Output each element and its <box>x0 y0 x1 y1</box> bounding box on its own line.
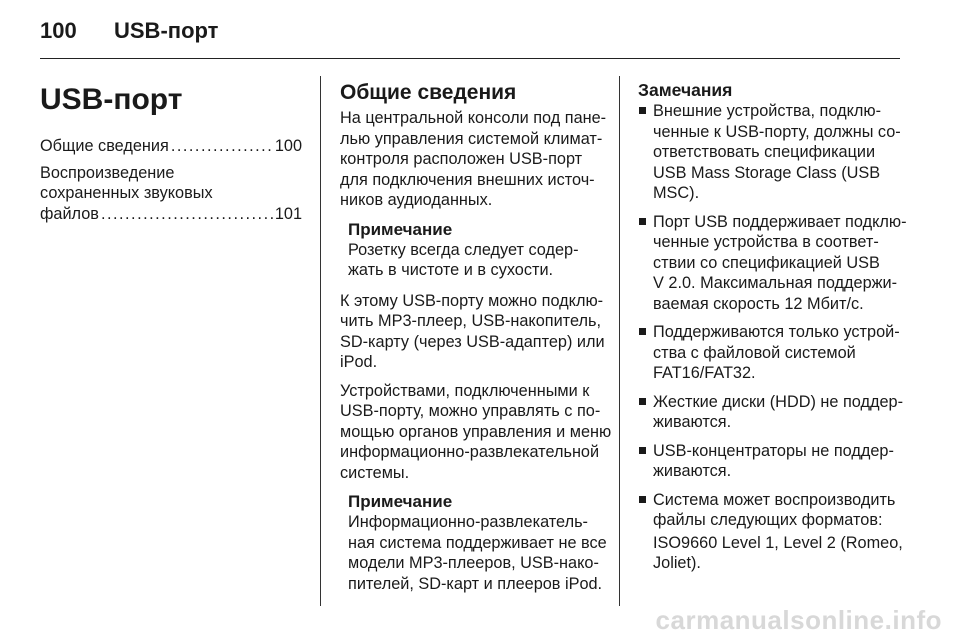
paragraph: На центральной консоли под пане- лью управления системой климат- контроля расположен USB-порт для подключения внешних источ- ников аудиоданных. <box>340 109 607 209</box>
paragraph: К этому USB-порту можно подклю- чить MP3-плеер, USB-накопитель, SD-карту (через USB-адаптер) или iPod. <box>340 291 605 371</box>
section-title: USB-порт <box>114 18 219 43</box>
section-heading: Общие сведения <box>340 81 517 104</box>
page-number: 100 <box>40 18 77 43</box>
toc-entry-page: 101 <box>274 204 302 223</box>
note-title: Примечание <box>348 219 453 239</box>
toc-entry-label: сохраненных звуковых <box>40 184 213 202</box>
toc-entry-page: 100 <box>274 137 302 155</box>
remarks-column <box>638 78 907 574</box>
supported-formats: ISO9660 Level 1, Level 2 (Romeo, Joliet). <box>653 533 903 572</box>
note-box: Примечание Информационно-развлекатель- ная система поддерживает не все модели MP3-плееров, USB-нако- пителей, SD-карт и плееров iPod. <box>348 492 607 593</box>
header-rule <box>40 58 900 59</box>
toc-column <box>40 78 302 228</box>
watermark: carmanualsonline.info <box>655 605 942 635</box>
list-item: Внешние устройства, подклю- ченные к USB-порту, должны со- ответствовать спецификации USB Mass Storage Class (USB MSC). <box>638 101 900 204</box>
toc-entry[interactable] <box>40 136 302 157</box>
toc-entry[interactable] <box>40 163 302 225</box>
paragraph: Устройствами, подключенными к USB-порту, можно управлять с по- мощью органов управления и меню информационно-развлекательной системы. <box>340 381 612 482</box>
toc-entry-label: Воспроизведение <box>40 163 175 182</box>
general-info-column <box>340 78 612 604</box>
toc-leader-dots <box>101 204 273 225</box>
list-item: Порт USB поддерживает подклю- ченные устройства в соответ- ствии со спецификацией USB V 2.0. Максимальная поддержи- ваемая скорость 12 Мбит/с. <box>638 212 900 315</box>
list-item: Жесткие диски (HDD) не поддер- живаются. <box>638 392 900 433</box>
column-divider <box>320 76 321 606</box>
chapter-title: USB-порт <box>40 83 183 116</box>
toc-entry-label: файлов <box>40 204 99 223</box>
section-heading: Замечания <box>638 80 733 100</box>
remarks-list <box>638 101 907 531</box>
list-item: USB-концентраторы не поддер- живаются. <box>638 441 900 482</box>
list-item: Система может воспроизводить файлы следующих форматов: <box>638 490 900 531</box>
list-item: Поддерживаются только устрой- ства с файловой системой FAT16/FAT32. <box>638 322 900 384</box>
note-box: Примечание Розетку всегда следует содер- жать в чистоте и в сухости. <box>340 219 602 281</box>
column-divider <box>619 76 620 606</box>
toc-leader-dots <box>171 136 273 157</box>
note-title: Примечание <box>348 492 453 511</box>
toc-entry-label: Общие сведения <box>40 137 169 155</box>
